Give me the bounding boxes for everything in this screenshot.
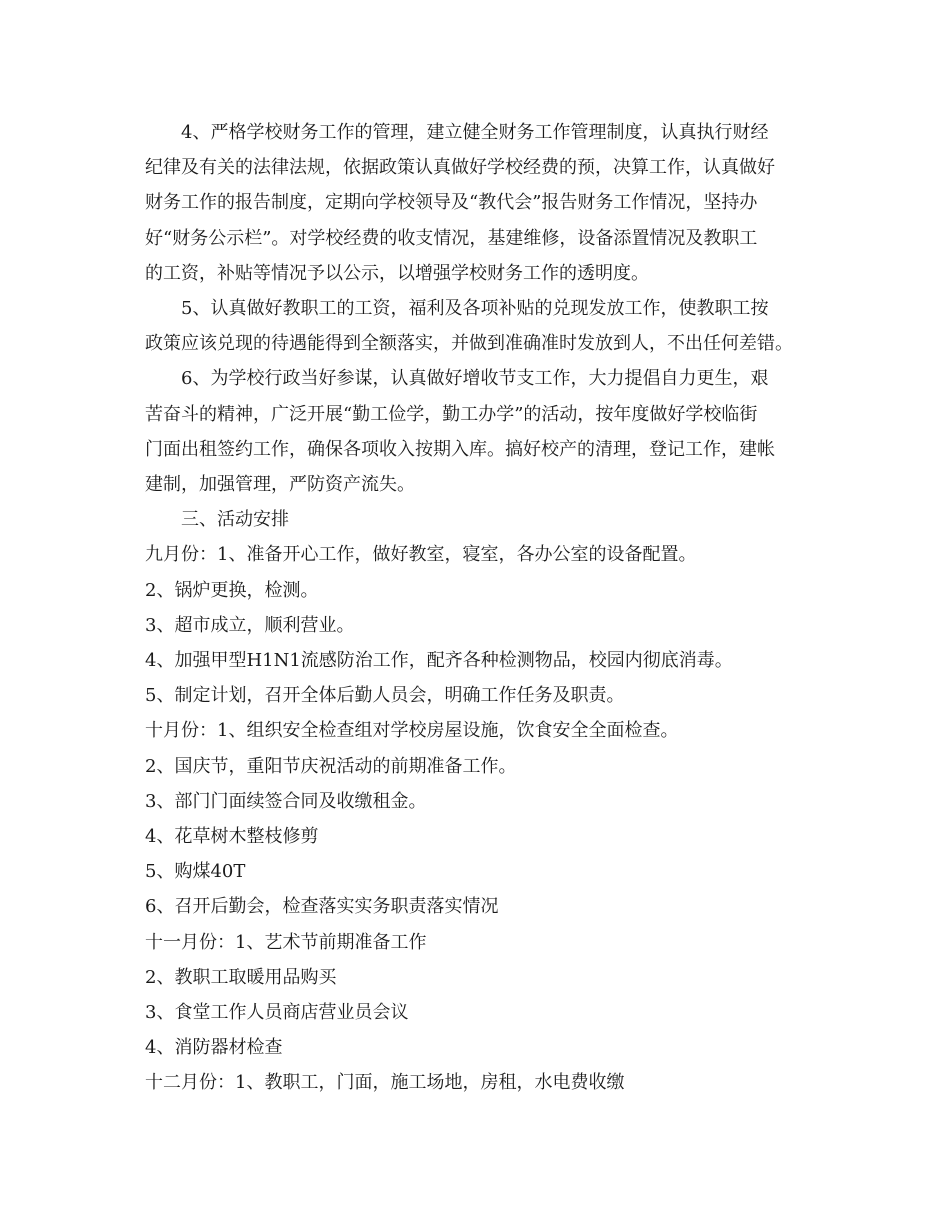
text-line: 6、召开后勤会，检查落实实务职责落实情况 [145, 896, 499, 918]
text-line: 门面出租签约工作，确保各项收入按期入库。搞好校产的清理，登记工作，建帐 [145, 438, 775, 460]
schedule-item [145, 854, 805, 889]
text-line: 4、严格学校财务工作的管理，建立健全财务工作管理制度，认真执行财经 [181, 122, 769, 143]
text-line: 苦奋斗的精神，广泛开展“勤工俭学，勤工办学”的活动，按年度做好学校临街 [145, 403, 758, 425]
paragraph-salary-welfare [145, 291, 805, 361]
text-line: 5、购煤40T [145, 861, 246, 883]
text-line: 政策应该兑现的待遇能得到全额落实，并做到准确准时发放到人，不出任何差错。 [145, 333, 793, 355]
text-line: 3、超市成立，顺利营业。 [145, 614, 355, 636]
schedule-item [145, 784, 805, 819]
document-body [145, 115, 805, 1101]
schedule-item [145, 995, 805, 1030]
text-line: 4、消防器材检查 [145, 1037, 283, 1059]
schedule-item-november [145, 925, 805, 960]
schedule-item-september [145, 537, 805, 572]
text-line: 5、制定计划，召开全体后勤人员会，明确工作任务及职责。 [145, 685, 625, 707]
text-line: 2、教职工取暖用品购买 [145, 966, 337, 988]
schedule-item [145, 608, 805, 643]
schedule-item [145, 819, 805, 854]
text-line: 2、国庆节，重阳节庆祝活动的前期准备工作。 [145, 755, 517, 777]
paragraph-administration-advice [145, 361, 805, 502]
text-line: 好“财务公示栏”。对学校经费的收支情况，基建维修，设备添置情况及教职工 [145, 227, 758, 249]
schedule-item [145, 749, 805, 784]
schedule-item [145, 573, 805, 608]
paragraph-finance-management [145, 115, 805, 291]
text-line: 十二月份：1、教职工，门面，施工场地，房租，水电费收缴 [145, 1072, 625, 1094]
text-line: 4、加强甲型H1N1流感防治工作，配齐各种检测物品，校园内彻底消毒。 [145, 650, 733, 672]
text-line: 6、为学校行政当好参谋，认真做好增收节支工作，大力提倡自力更生，艰 [181, 368, 769, 390]
section-heading-activity-schedule [145, 502, 805, 537]
schedule-item [145, 889, 805, 924]
text-line: 5、认真做好教职工的工资，福利及各项补贴的兑现发放工作，使教职工按 [181, 298, 769, 320]
text-line: 建制，加强管理，严防资产流失。 [145, 474, 415, 496]
section-heading-text: 三、活动安排 [181, 509, 289, 531]
schedule-item [145, 960, 805, 995]
text-line: 九月份：1、准备开心工作，做好教室，寝室，各办公室的设备配置。 [145, 544, 697, 566]
text-line: 的工资，补贴等情况予以公示，以增强学校财务工作的透明度。 [145, 262, 649, 284]
text-line: 十月份：1、组织安全检查组对学校房屋设施，饮食安全全面检查。 [145, 720, 679, 742]
text-line: 4、花草树木整枝修剪 [145, 826, 319, 848]
schedule-item [145, 1030, 805, 1065]
text-line: 财务工作的报告制度，定期向学校领导及“教代会”报告财务工作情况，坚持办 [145, 192, 758, 214]
schedule-item [145, 678, 805, 713]
text-line: 2、锅炉更换，检测。 [145, 579, 319, 601]
text-line: 纪律及有关的法律法规，依据政策认真做好学校经费的预，决算工作，认真做好 [145, 157, 775, 179]
schedule-item-december [145, 1065, 805, 1100]
text-line: 3、部门门面续签合同及收缴租金。 [145, 790, 427, 812]
text-line: 十一月份：1、艺术节前期准备工作 [145, 931, 427, 953]
schedule-item-october [145, 713, 805, 748]
schedule-item [145, 643, 805, 678]
text-line: 3、食堂工作人员商店营业员会议 [145, 1002, 409, 1024]
